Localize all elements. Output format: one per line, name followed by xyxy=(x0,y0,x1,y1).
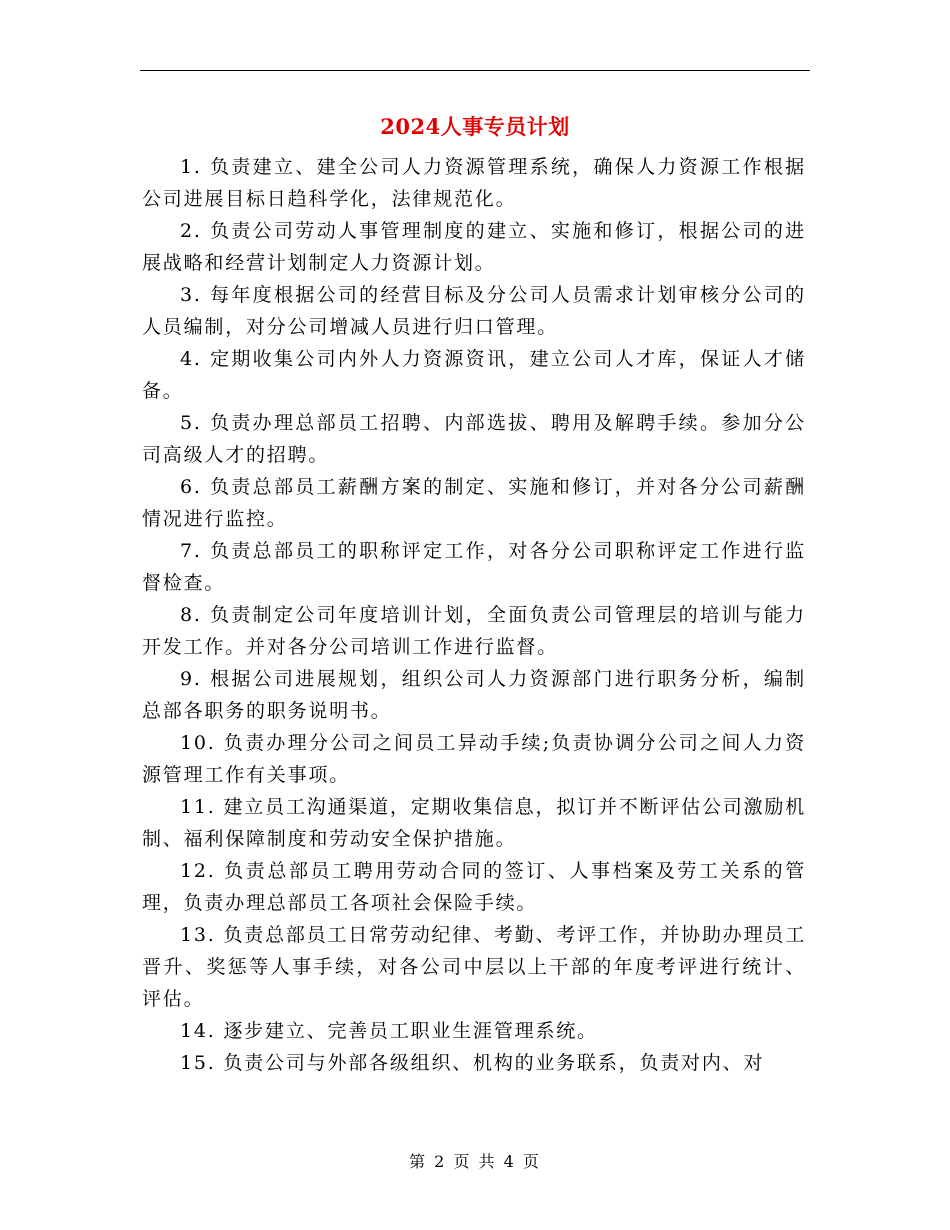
document-title: 2024人事专员计划 xyxy=(380,114,570,139)
list-item: 1. 负责建立、建全公司人力资源管理系统，确保人力资源工作根据公司进展目标日趋科学化，法律规范化。 xyxy=(142,156,806,210)
list-item: 10. 负责办理分公司之间员工异动手续;负责协调分公司之间人力资源管理工作有关事项。 xyxy=(142,732,806,786)
document-body xyxy=(142,151,806,1079)
list-item: 9. 根据公司进展规划，组织公司人力资源部门进行职务分析，编制总部各职务的职务说明书。 xyxy=(142,668,806,722)
list-item: 6. 负责总部员工薪酬方案的制定、实施和修订，并对各分公司薪酬情况进行监控。 xyxy=(142,476,806,530)
list-item: 5. 负责办理总部员工招聘、内部选拔、聘用及解聘手续。参加分公司高级人才的招聘。 xyxy=(142,412,806,466)
list-item: 8. 负责制定公司年度培训计划，全面负责公司管理层的培训与能力开发工作。并对各分公司培训工作进行监督。 xyxy=(142,604,806,658)
list-item: 14. 逐步建立、完善员工职业生涯管理系统。 xyxy=(180,1020,598,1042)
list-item: 13. 负责总部员工日常劳动纪律、考勤、考评工作，并协助办理员工晋升、奖惩等人事手续，对各公司中层以上干部的年度考评进行统计、评估。 xyxy=(142,924,806,1010)
list-item: 15. 负责公司与外部各级组织、机构的业务联系，负责对内、对 xyxy=(180,1052,765,1074)
list-item: 11. 建立员工沟通渠道，定期收集信息，拟订并不断评估公司激励机制、福利保障制度和劳动安全保护措施。 xyxy=(142,796,806,850)
list-item: 3. 每年度根据公司的经营目标及分公司人员需求计划审核分公司的人员编制，对分公司增减人员进行归口管理。 xyxy=(142,284,806,338)
list-item: 4. 定期收集公司内外人力资源资讯，建立公司人才库，保证人才储备。 xyxy=(142,348,806,402)
page-number-footer: 第 2 页 共 4 页 xyxy=(409,1152,541,1171)
list-item: 7. 负责总部员工的职称评定工作，对各分公司职称评定工作进行监督检查。 xyxy=(142,540,806,594)
header-rule xyxy=(140,70,810,71)
list-item: 12. 负责总部员工聘用劳动合同的签订、人事档案及劳工关系的管理，负责办理总部员工各项社会保险手续。 xyxy=(142,860,806,914)
list-item: 2. 负责公司劳动人事管理制度的建立、实施和修订，根据公司的进展战略和经营计划制定人力资源计划。 xyxy=(142,220,806,274)
